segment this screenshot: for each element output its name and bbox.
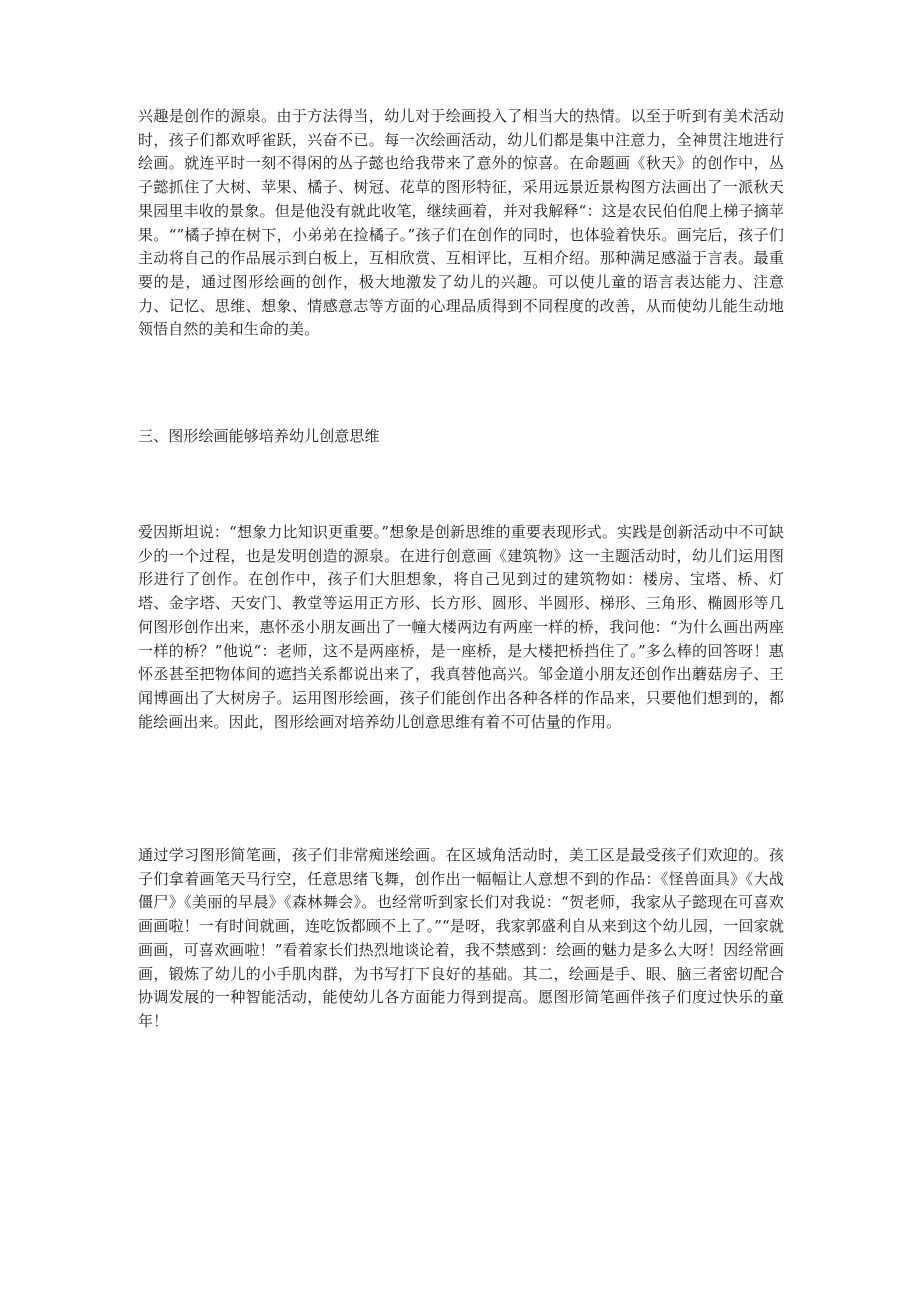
section-heading: 三、图形绘画能够培养幼儿创意思维 — [138, 427, 380, 445]
body-paragraph-creativity: 爱因斯坦说：“想象力比知识更重要。”想象是创新思维的重要表现形式。实践是创新活动中不可缺少的一个过程，也是发明创造的源泉。在进行创意画《建筑物》这一主题活动时，幼儿们运用图形进行了创作。在创作中，孩子们大胆想象，将自己见到过的建筑物如：楼房、宝塔、桥、灯塔、金字塔、天安门、教堂等运用正方形、长方形、圆形、半圆形、梯形、三角形、椭圆形等几何图形创作出来，惠怀丞小朋友画出了一幢大楼两边有两座一样的桥，我问他：“为什么画出两座一样的桥？”他说“：老师，这不是两座桥，是一座桥，是大楼把桥挡住了。”多么棒的回答呀！惠怀丞甚至把物体间的遮挡关系都说出来了，我真替他高兴。邹金道小朋友还创作出蘑菇房子、王闻博画出了大树房子。运用图形绘画，孩子们能创作出各种各样的作品来，只要他们想到的，都能绘画出来。因此，图形绘画对培养幼儿创意思维有着不可估量的作用。 — [138, 523, 784, 731]
body-paragraph-interest: 兴趣是创作的源泉。由于方法得当，幼儿对于绘画投入了相当大的热情。以至于听到有美术活动时，孩子们都欢呼雀跃，兴奋不已。每一次绘画活动，幼儿们都是集中注意力，全神贯注地进行绘画。就连平时一刻不得闲的丛子懿也给我带来了意外的惊喜。在命题画《秋天》的创作中，丛子懿抓住了大树、苹果、橘子、树冠、花草的图形特征，采用远景近景构图方法画出了一派秋天果园里丰收的景象。但是他没有就此收笔，继续画着，并对我解释“：这是农民伯伯爬上梯子摘苹果。“”橘子掉在树下，小弟弟在捡橘子。”孩子们在创作的同时，也体验着快乐。画完后，孩子们主动将自己的作品展示到白板上，互相欣赏、互相评比，互相介绍。那种满足感溢于言表。最重要的是，通过图形绘画的创作，极大地激发了幼儿的兴趣。可以使儿童的语言表达能力、注意力、记忆、思维、想象、情感意志等方面的心理品质得到不同程度的改善，从而使幼儿能生动地领悟自然的美和生命的美。 — [138, 107, 784, 339]
body-paragraph-conclusion: 通过学习图形简笔画，孩子们非常痴迷绘画。在区域角活动时，美工区是最受孩子们欢迎的。孩子们拿着画笔天马行空，任意思绪飞舞，创作出一幅幅让人意想不到的作品：《怪兽面具》《大战僵尸》《美丽的早晨》《森林舞会》。也经常听到家长们对我说：“贺老师，我家从子懿现在可喜欢画画啦！一有时间就画，连吃饭都顾不上了。”“是呀，我家郭盛利自从来到这个幼儿园，一回家就画画，可喜欢画啦！”看着家长们热烈地谈论着，我不禁感到：绘画的魅力是多么大呀！因经常画画，锻炼了幼儿的小手肌肉群，为书写打下良好的基础。其二，绘画是手、眼、脑三者密切配合协调发展的一种智能活动，能使幼儿各方面能力得到提高。愿图形简笔画伴孩子们度过快乐的童年！ — [138, 846, 784, 1030]
